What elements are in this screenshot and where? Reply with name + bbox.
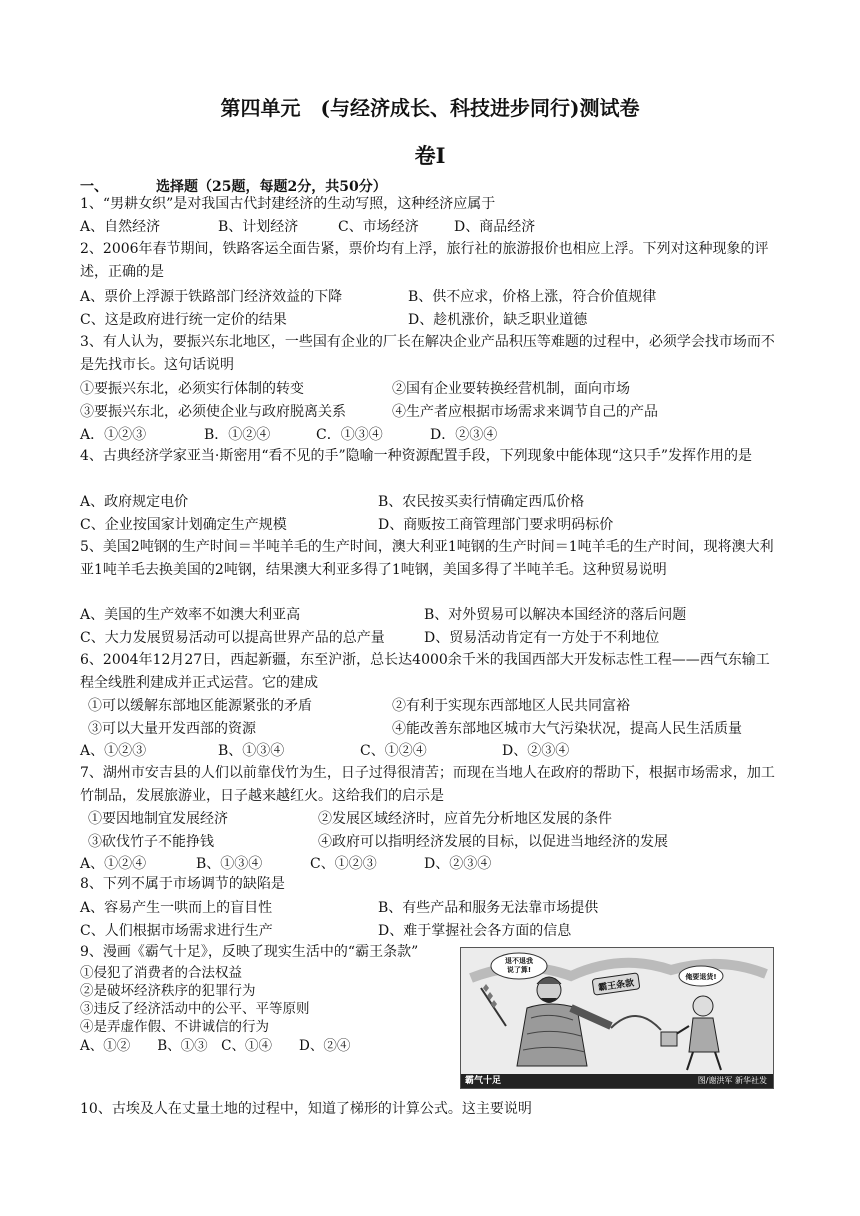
q8-option-a: A、容易产生一哄而上的盲目性 [80,900,273,916]
section-heading [80,176,387,196]
q9-statement-1: ①侵犯了消费者的合法权益 [80,965,242,981]
q7-statement-1: ①要因地制宜发展经济 [88,811,228,827]
q1-stem: 1、“男耕女织”是对我国古代封建经济的生动写照，这种经济应属于 [80,196,496,212]
q9-options: A、①② B、①③ C、①④ D、②④ [80,1038,351,1054]
q9-stem: 9、漫画《霸气十足》，反映了现实生活中的“霸王条款” [80,944,419,960]
q6-statement-2: ②有利于实现东西部地区人民共同富裕 [392,698,630,714]
q1-option-d: D、商品经济 [454,219,536,235]
q6-option-b: B、①③④ [218,743,285,759]
q3-option-a: A．①②③ [80,427,147,443]
q8-stem: 8、下列不属于市场调节的缺陷是 [80,876,285,892]
q4-option-a: A、政府规定电价 [80,494,189,510]
q6-option-a: A、①②③ [80,743,147,759]
q6-option-c: C、①②④ [360,743,427,759]
q1-option-c: C、市场经济 [338,219,419,235]
q6-stem: 6、2004年12月27日，西起新疆，东至沪浙，总长达4000余千米的我国西部大开发标志性工程——西气东输工程全线胜利建成并正式运营。它的建成 [80,652,770,691]
q8-option-d: D、难于掌握社会各方面的信息 [378,923,572,939]
section-text: 选择题（25题，每题2分，共50分） [156,179,387,195]
q8-option-c: C、人们根据市场需求进行生产 [80,923,273,939]
cartoon-drawing [461,948,773,1074]
q5-option-b: B、对外贸易可以解决本国经济的落后问题 [424,607,687,623]
q7-stem: 7、湖州市安吉县的人们以前靠伐竹为生，日子过得很清苦；而现在当地人在政府的帮助下，根据市场需求，加工竹制品，发展旅游业，日子越来越红火。这给我们的启示是 [80,765,775,804]
q5-option-d: D、贸易活动肯定有一方处于不利地位 [424,630,660,646]
q9-statement-2: ②是破坏经济秩序的犯罪行为 [80,983,256,999]
q3-statement-1: ①要振兴东北，必须实行体制的转变 [80,381,304,397]
cartoon-bubble-left-line2: 说了算! [506,966,532,974]
q6-statement-4: ④能改善东部地区城市大气污染状况，提高人民生活质量 [392,721,742,737]
page-subtitle: 卷Ⅰ [414,143,446,168]
q7-option-a: A、①②④ [80,856,147,872]
q10-stem: 10、古埃及人在丈量土地的过程中，知道了梯形的计算公式。这主要说明 [80,1101,532,1117]
q4-option-c: C、企业按国家计划确定生产规模 [80,517,287,533]
cartoon-caption-bar [461,1074,773,1088]
cartoon-bubble-right: 俺要退货! [685,973,717,981]
q4-option-b: B、农民按买卖行情确定西瓜价格 [378,494,585,510]
q2-option-b: B、供不应求，价格上涨，符合价值规律 [408,289,657,305]
cartoon-caption-credit: 图/谢洪军 新华社发 [697,1076,767,1085]
q3-option-c: C．①③④ [316,427,383,443]
page-title: 第四单元 (与经济成长、科技进步同行)测试卷 [220,96,640,120]
q2-option-d: D、趁机涨价，缺乏职业道德 [408,312,588,328]
q6-statement-3: ③可以大量开发西部的资源 [88,721,256,737]
q7-option-d: D、②③④ [424,856,492,872]
q8-option-b: B、有些产品和服务无法靠市场提供 [378,900,599,916]
q7-statement-2: ②发展区域经济时，应首先分析地区发展的条件 [318,811,612,827]
q6-option-d: D、②③④ [502,743,570,759]
q5-option-a: A、美国的生产效率不如澳大利亚高 [80,607,301,623]
q7-option-c: C、①②③ [310,856,377,872]
q3-statement-4: ④生产者应根据市场需求来调节自己的产品 [392,404,658,420]
q3-stem: 3、有人认为，要振兴东北地区，一些国有企业的厂长在解决企业产品积压等难题的过程中，必须学会找市场而不是先找市长。这句话说明 [80,334,775,373]
cartoon-image [460,947,774,1089]
q4-option-d: D、商贩按工商管理部门要求明码标价 [378,517,614,533]
cartoon-banner: 霸王条款 [597,978,635,994]
q6-statement-1: ①可以缓解东部地区能源紧张的矛盾 [88,698,312,714]
q3-statement-2: ②国有企业要转换经营机制，面向市场 [392,381,630,397]
q9-statement-4: ④是弄虚作假、不讲诚信的行为 [80,1019,269,1035]
q7-statement-4: ④政府可以指明经济发展的目标，以促进当地经济的发展 [318,834,668,850]
section-number: 一、 [80,179,108,195]
q5-stem: 5、美国2吨钢的生产时间＝半吨羊毛的生产时间，澳大利亚1吨钢的生产时间＝1吨羊毛的生产时间，现将澳大利亚1吨羊毛去换美国的2吨钢，结果澳大利亚多得了1吨钢，美国多得了半吨羊毛。这种贸易说明 [80,539,774,578]
cartoon-bubble-left-line1: 退不退我 [505,957,533,965]
q7-option-b: B、①③④ [196,856,263,872]
q2-option-a: A、票价上浮源于铁路部门经济效益的下降 [80,289,343,305]
q1-option-a: A、自然经济 [80,219,161,235]
q3-option-d: D．②③④ [430,427,498,443]
q2-option-c: C、这是政府进行统一定价的结果 [80,312,287,328]
q9-statement-3: ③违反了经济活动中的公平、平等原则 [80,1001,310,1017]
q3-option-b: B．①②④ [204,427,271,443]
cartoon-caption-title: 霸气十足 [465,1076,502,1086]
q1-option-b: B、计划经济 [218,219,299,235]
q5-option-c: C、大力发展贸易活动可以提高世界产品的总产量 [80,630,385,646]
q2-stem: 2、2006年春节期间，铁路客运全面告紧，票价均有上浮，旅行社的旅游报价也相应上浮。下列对这种现象的评述，正确的是 [80,241,769,280]
q4-stem: 4、古典经济学家亚当·斯密用“看不见的手”隐喻一种资源配置手段，下列现象中能体现“这只手”发挥作用的是 [80,448,752,464]
q3-statement-3: ③要振兴东北，必须使企业与政府脱离关系 [80,404,346,420]
q7-statement-3: ③砍伐竹子不能挣钱 [88,834,214,850]
